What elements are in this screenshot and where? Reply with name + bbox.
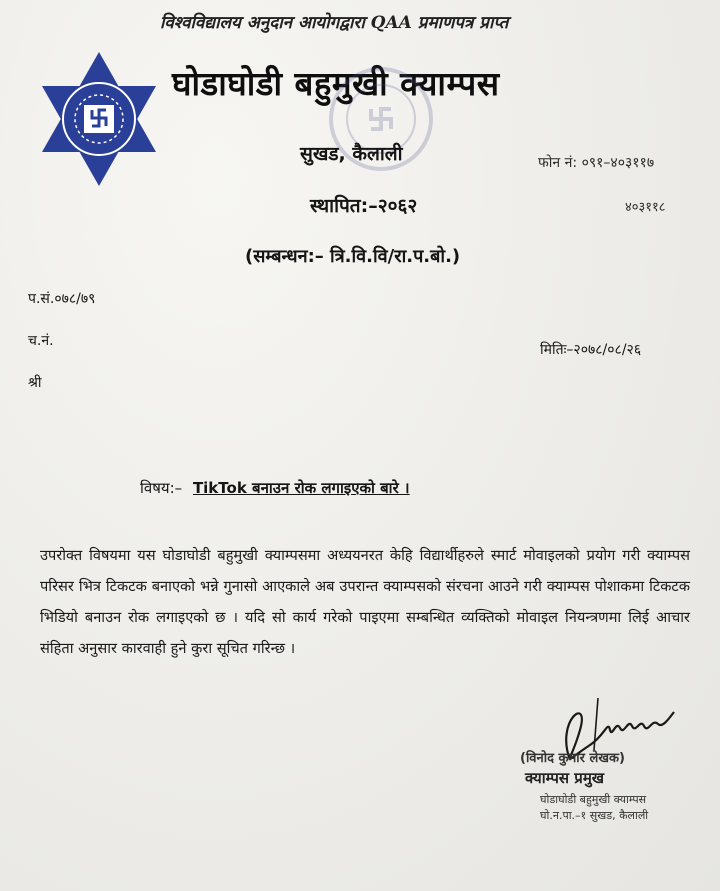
qaa-certification-note: विश्वविद्यालय अनुदान आयोगद्वारा QAA प्रमाणपत्र प्राप्त	[160, 13, 509, 33]
signatory-title: क्याम्पस प्रमुख	[525, 769, 605, 787]
notice-body: उपरोक्त विषयमा यस घोडाघोडी बहुमुखी क्याम्पसमा अध्ययनरत केहि विद्यार्थीहरुले स्मार्ट मोवाइलको प्रयोग गरी क्याम्पस परिसर भित्र टिकटक बनाएको भन्ने गुनासो आएकाले अब उपरान्त क्याम्पसको संरचना आउने गरी क्याम्पस पोशाकमा टिकटक भिडियो बनाउन रोक लगाइएको छ । यदि सो कार्य गरेको पाइएमा सम्बन्धित व्यक्तिको मोवाइल नियन्त्रणमा लिई आचार संहिता अनुसार कारवाही हुने कुरा सूचित गरिन्छ ।	[40, 547, 690, 657]
campus-logo-star-icon	[28, 48, 170, 190]
signatory-organization: घोडाघोडी बहुमुखी क्याम्पस	[540, 793, 647, 806]
campus-location: सुखड, कैलाली	[300, 143, 403, 165]
college-name: घोडाघोडी बहुमुखी क्याम्पस	[172, 64, 500, 103]
signatory-address: घो.न.पा.–१ सुखड, कैलाली	[540, 809, 649, 822]
reference-number: प.सं.०७८/७९	[28, 291, 96, 307]
subject-text: TikTok बनाउन रोक लगाइएको बारे ।	[192, 479, 410, 497]
phone-number-primary: फोन नं: ०९१–४०३११७	[538, 155, 655, 171]
dispatch-number: च.नं.	[28, 333, 54, 349]
subject-label: विषय:–	[140, 479, 183, 497]
salutation: श्री	[28, 375, 42, 391]
letter-date: मितिः–२०७८/०८/२६	[540, 342, 642, 358]
affiliation-line: (सम्बन्धन:– त्रि.वि.वि/रा.प.बो.)	[245, 246, 461, 267]
established-year: स्थापित:–२०६२	[310, 195, 418, 217]
signatory-name: (विनोद कुमार लेखक)	[520, 751, 625, 766]
phone-number-secondary: ४०३११८	[625, 200, 666, 215]
subject-line	[140, 478, 410, 498]
